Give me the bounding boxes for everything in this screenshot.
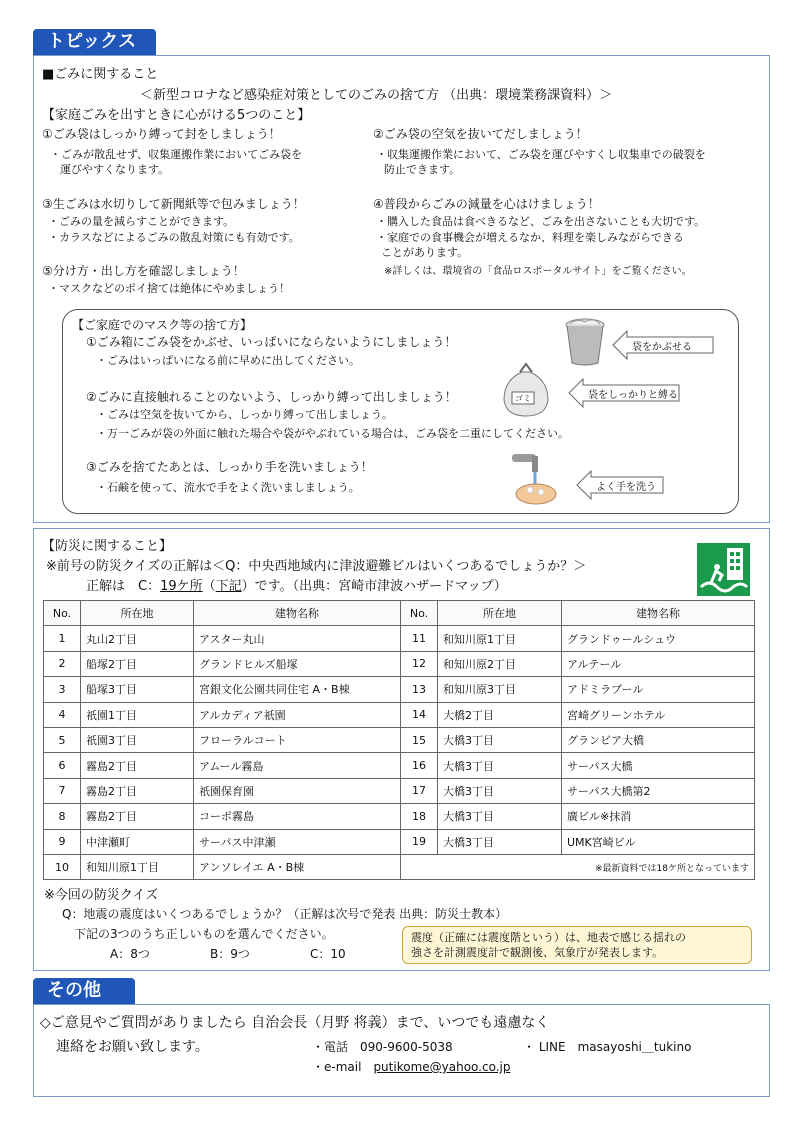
table-cell: 大橋2丁目 bbox=[438, 702, 562, 727]
contact-line-1: ◇ご意見やご質問がありましたら 自治会長（月野 将義）まで、いつでも遠慮なく bbox=[40, 1015, 550, 1031]
table-cell: 和知川原1丁目 bbox=[81, 854, 194, 879]
quiz-option-a: A：8つ bbox=[110, 947, 150, 961]
table-cell: 船塚2丁目 bbox=[81, 651, 194, 676]
table-row bbox=[44, 778, 755, 803]
table-row bbox=[44, 829, 755, 854]
table-cell: 船塚3丁目 bbox=[81, 677, 194, 702]
table-cell: 4 bbox=[44, 702, 81, 727]
table-row bbox=[44, 702, 755, 727]
disaster-title: 【防災に関すること】 bbox=[42, 539, 173, 554]
table-cell: 大橋3丁目 bbox=[438, 727, 562, 752]
answer-link: 下記 bbox=[215, 579, 242, 594]
table-cell: 中津瀬町 bbox=[81, 829, 194, 854]
table-cell: UMK宮崎ビル bbox=[562, 829, 755, 854]
tip-2-line-2: 防止できます。 bbox=[384, 163, 461, 176]
email-label: ・e-mail bbox=[312, 1060, 374, 1074]
tip-1-line-1: ・ごみが散乱せず、収集運搬作業においてごみ袋を bbox=[50, 148, 303, 161]
table-cell: サーパス大橋第2 bbox=[562, 778, 755, 803]
table-row bbox=[44, 804, 755, 829]
tip-5-heading: ⑤分け方・出し方を確認しましょう！ bbox=[42, 264, 245, 278]
quiz-option-c: C：10 bbox=[310, 947, 346, 961]
table-cell: 1 bbox=[44, 626, 81, 651]
hand-washing-icon bbox=[508, 450, 568, 506]
col-building-2: 建物名称 bbox=[562, 601, 755, 626]
table-cell: 和知川原2丁目 bbox=[438, 651, 562, 676]
table-cell: 大橋3丁目 bbox=[438, 804, 562, 829]
table-cell: 16 bbox=[401, 753, 438, 778]
table-row bbox=[44, 626, 755, 651]
table-cell: 和知川原1丁目 bbox=[438, 626, 562, 651]
current-quiz-title: ※今回の防災クイズ bbox=[44, 888, 159, 903]
mask-step-2-line-1: ・ごみは空気を抜いてから、しっかり縛って出しましょう。 bbox=[96, 408, 393, 421]
mask-step-2-heading: ②ごみに直接触れることのないよう、しっかり縛って出しましょう！ bbox=[86, 390, 457, 404]
table-cell: 丸山2丁目 bbox=[81, 626, 194, 651]
tip-1-line-2: 運びやすくなります。 bbox=[60, 163, 170, 176]
col-no-2: No. bbox=[401, 601, 438, 626]
table-cell: 祇園3丁目 bbox=[81, 727, 194, 752]
table-cell: 大橋3丁目 bbox=[438, 753, 562, 778]
table-header-row bbox=[44, 601, 755, 626]
tip-2-heading: ②ごみ袋の空気を抜いてだしましょう！ bbox=[373, 127, 588, 141]
table-row bbox=[44, 753, 755, 778]
mask-step-3-heading: ③ごみを捨てたあとは、しっかり手を洗いましょう！ bbox=[86, 460, 373, 474]
answer-value: 19ケ所 bbox=[160, 579, 203, 594]
tip-4-line-3: ことがあります。 bbox=[381, 246, 469, 259]
tip-1-heading: ①ごみ袋はしっかり縛って封をしましょう！ bbox=[42, 127, 281, 141]
arrow-cover-bag bbox=[612, 330, 714, 360]
table-cell: アスター丸山 bbox=[194, 626, 401, 651]
table-cell: 大橋3丁目 bbox=[438, 829, 562, 854]
table-cell: 15 bbox=[401, 727, 438, 752]
col-building: 建物名称 bbox=[194, 601, 401, 626]
table-cell: 祇園1丁目 bbox=[81, 702, 194, 727]
table-cell: 19 bbox=[401, 829, 438, 854]
table-cell: 14 bbox=[401, 702, 438, 727]
table-cell: 3 bbox=[44, 677, 81, 702]
trash-bin-icon bbox=[562, 317, 608, 367]
contact-line-2: 連絡をお願い致します。 bbox=[56, 1039, 209, 1055]
seismic-intensity-note bbox=[402, 926, 752, 964]
tip-4-note: ※詳しくは、環境省の「食品ロスポータルサイト」をご覧ください。 bbox=[384, 266, 692, 277]
table-cell: 8 bbox=[44, 804, 81, 829]
table-cell: 宮銀文化公園共同住宅 A・B棟 bbox=[194, 677, 401, 702]
table-cell: 宮崎グリーンホテル bbox=[562, 702, 755, 727]
table-cell: 2 bbox=[44, 651, 81, 676]
table-cell: 大橋3丁目 bbox=[438, 778, 562, 803]
contact-email-row bbox=[312, 1058, 510, 1075]
table-cell: 10 bbox=[44, 854, 81, 879]
table-row bbox=[44, 727, 755, 752]
table-cell: 6 bbox=[44, 753, 81, 778]
arrow-tie-bag-label: 袋をしっかりと縛る bbox=[588, 390, 678, 401]
table-cell: 11 bbox=[401, 626, 438, 651]
other-header: その他 bbox=[33, 978, 135, 1004]
contact-line-id: ・ LINE masayoshi＿tukino bbox=[523, 1040, 692, 1054]
quiz-option-b: B：9つ bbox=[210, 947, 250, 961]
arrow-tie-bag bbox=[568, 378, 680, 408]
mask-step-1-heading: ①ごみ箱にごみ袋をかぶせ、いっぱいにならないようにしましょう！ bbox=[86, 335, 457, 349]
table-cell: 17 bbox=[401, 778, 438, 803]
table-cell: 13 bbox=[401, 677, 438, 702]
tip-3-line-1: ・ごみの量を減らすことができます。 bbox=[48, 215, 235, 228]
table-cell: アルカディア祇園 bbox=[194, 702, 401, 727]
tip-5-line-1: ・マスクなどのポイ捨ては絶体にやめましょう！ bbox=[48, 282, 290, 295]
note-line-1: 震度（正確には震度階という）は、地表で感じる揺れの bbox=[411, 931, 686, 944]
tip-2-line-1: ・収集運搬作業において、ごみ袋を運びやすくし収集車での破裂を bbox=[376, 148, 706, 161]
table-cell: アンソレイエ A・B棟 bbox=[194, 854, 401, 879]
arrow-wash-hands-label: よく手を洗う bbox=[596, 482, 656, 493]
evacuation-building-icon bbox=[697, 543, 750, 596]
topics-header: トピックス bbox=[33, 29, 156, 55]
table-cell: フローラルコート bbox=[194, 727, 401, 752]
mask-step-3-line-1: ・石鹸を使って、流水で手をよく洗いましましょう。 bbox=[96, 481, 360, 494]
table-cell: 9 bbox=[44, 829, 81, 854]
tip-4-line-1: ・購入した食品は食べきるなど、ごみを出さないことも大切です。 bbox=[376, 215, 706, 228]
table-row bbox=[44, 854, 755, 879]
current-quiz-question: Q：地震の震度はいくつあるでしょうか？（正解は次号で発表 出典：防災士教本） bbox=[62, 907, 508, 921]
table-cell: コーポ霧島 bbox=[194, 804, 401, 829]
table-cell: サーパス大橋 bbox=[562, 753, 755, 778]
email-link[interactable]: putikome@yahoo.co.jp bbox=[373, 1060, 511, 1074]
table-cell: 廣ビル※抹消 bbox=[562, 804, 755, 829]
table-cell: 祇園保育園 bbox=[194, 778, 401, 803]
five-tips-title: 【家庭ごみを出すときに心がける5つのこと】 bbox=[42, 108, 311, 123]
table-row bbox=[44, 651, 755, 676]
tip-4-heading: ④普段からごみの減量を心はけましょう！ bbox=[373, 197, 600, 211]
mask-step-1-line-1: ・ごみはいっぱいになる前に早めに出してください。 bbox=[96, 354, 360, 367]
col-location-2: 所在地 bbox=[438, 601, 562, 626]
prev-quiz-answer: 正解は C：19ケ所（下記）です。（出典：宮崎市津波ハザードマップ） bbox=[86, 579, 507, 594]
mask-disposal-title: 【ご家庭でのマスク等の捨て方】 bbox=[72, 318, 253, 332]
table-cell: 18 bbox=[401, 804, 438, 829]
table-row bbox=[44, 677, 755, 702]
mask-step-2-line-2: ・万一ごみが袋の外面に触れた場合や袋がやぶれている場合は、ごみ袋を二重にしてください。 bbox=[96, 427, 569, 440]
table-cell: 霧島2丁目 bbox=[81, 778, 194, 803]
table-cell: アドミラブール bbox=[562, 677, 755, 702]
garbage-bag-icon bbox=[498, 362, 554, 418]
note-line-2: 強さを計測震度計で観測後、気象庁が発表します。 bbox=[411, 946, 664, 959]
col-location: 所在地 bbox=[81, 601, 194, 626]
prev-quiz-text: ※前号の防災クイズの正解は＜Q：中央西地域内に津波避難ビルはいくつあるでしょうか？＞ bbox=[46, 559, 587, 574]
col-no: No. bbox=[44, 601, 81, 626]
garbage-title: ■ごみに関すること bbox=[42, 67, 159, 82]
tip-4-line-2: ・家庭での食事機会が増えるなか、料理を楽しみながらできる bbox=[376, 231, 684, 244]
table-cell: グランビア大橋 bbox=[562, 727, 755, 752]
table-cell: 5 bbox=[44, 727, 81, 752]
table-cell: 和知川原3丁目 bbox=[438, 677, 562, 702]
table-cell: グランドゥールシュウ bbox=[562, 626, 755, 651]
table-cell: アルテール bbox=[562, 651, 755, 676]
garbage-bag-label: ゴミ bbox=[515, 394, 531, 403]
table-cell: グランドヒルズ船塚 bbox=[194, 651, 401, 676]
current-quiz-instruction: 下記の3つのうち正しいものを選んでください。 bbox=[74, 927, 334, 941]
table-cell: 霧島2丁目 bbox=[81, 804, 194, 829]
tip-3-heading: ③生ごみは水切りして新聞紙等で包みましょう！ bbox=[42, 197, 305, 211]
tip-3-line-2: ・カラスなどによるごみの散乱対策にも有効です。 bbox=[48, 231, 300, 244]
table-cell: 12 bbox=[401, 651, 438, 676]
arrow-wash-hands bbox=[576, 470, 664, 500]
garbage-subtitle: ＜新型コロナなど感染症対策としてのごみの捨て方 （出典：環境業務課資料）＞ bbox=[140, 88, 613, 103]
table-cell: 霧島2丁目 bbox=[81, 753, 194, 778]
contact-phone: ・電話 090-9600-5038 bbox=[312, 1040, 453, 1054]
latest-data-note: ※最新資料では18ケ所となっています bbox=[401, 854, 755, 879]
tsunami-shelter-table bbox=[43, 600, 755, 880]
arrow-cover-bag-label: 袋をかぶせる bbox=[632, 342, 692, 353]
table-cell: アムール霧島 bbox=[194, 753, 401, 778]
table-cell: サーパス中津瀬 bbox=[194, 829, 401, 854]
table-cell: 7 bbox=[44, 778, 81, 803]
